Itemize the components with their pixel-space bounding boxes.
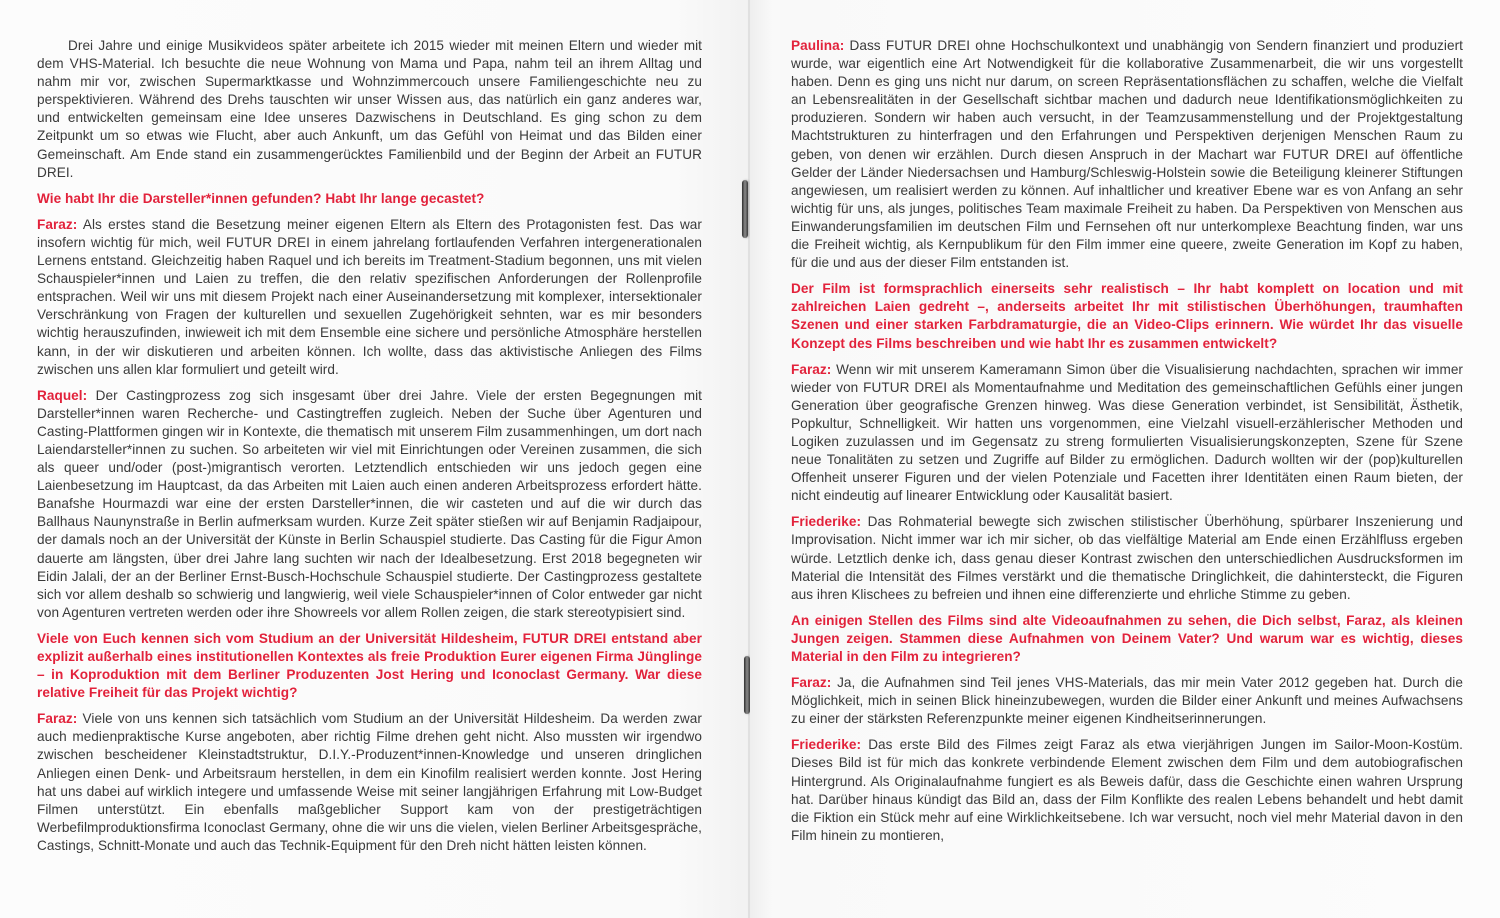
question: Wie habt Ihr die Darsteller*innen gefunden? Habt Ihr lange gecastet? — [37, 190, 485, 206]
speaker-label: Faraz: — [37, 216, 78, 232]
right-column — [791, 37, 1463, 853]
answer — [37, 387, 702, 622]
answer — [791, 361, 1463, 506]
answer — [37, 710, 702, 855]
right-page — [750, 0, 1500, 918]
answer — [791, 37, 1463, 272]
speaker-label: Faraz: — [37, 711, 78, 727]
speaker-label: Faraz: — [791, 675, 832, 691]
answer — [37, 216, 702, 379]
question: Viele von Euch kennen sich vom Studium an der Universität Hildesheim, FUTUR DREI entstand aber explizit außerhalb eines institutionellen Kontextes als freie Produktion Eurer eigenen Firma Jünglinge – in Koproduktion mit dem Berliner Produzenten Jost Hering und Iconoclast Germany. War diese relative Freiheit für das Projekt wichtig? — [37, 630, 702, 701]
speaker-label: Faraz: — [791, 361, 832, 377]
question: Der Film ist formsprachlich einerseits sehr realistisch – Ihr habt komplett on location und mit zahlreichen Laien gedreht –, anderseits arbeitet Ihr mit stilistischen Überhöhungen, traumhaften Szenen und einer starken Farbdramaturgie, die an Video-Clips erinnern. Wie würdet Ihr das visuelle Konzept des Films beschreiben und wie habt Ihr es zusammen entwickelt? — [791, 281, 1463, 351]
answer-text: Wenn wir mit unserem Kameramann Simon über die Visualisierung nachdachten, sprachen wir immer wieder von FUTUR DREI als Momentaufnahme und Meditation des gemeinschaftlichen Gefühls einer jungen Generation über geografische Grenzen hinweg. Was diese Generation verbindet, ist Sensibilität, Ästhetik, Popkultur, Schnelligkeit. Wir hatten uns vorgenommen, eine Vielzahl visuell-erzählerischer Methoden und Logiken zuzulassen und im Gegensatz zu streng formulierten Visualisierungskonzepten, Szene für Szene neue Tonalitäten zu setzen und Zugriffe auf Bilder zu ermöglichen. Dadurch wollten wir der (pop)kulturellen Offenheit unserer Figuren und der vielen Potenziale und Facetten ihrer Identitäten einen Raum bieten, der nicht eindeutig auf linearer Entwicklung oder Kausalität basiert. — [791, 361, 1463, 504]
speaker-label: Friederike: — [791, 737, 862, 753]
speaker-label: Friederike: — [791, 514, 862, 530]
answer — [791, 513, 1463, 603]
answer-text: Das erste Bild des Filmes zeigt Faraz als etwa vierjährigen Jungen im Sailor-Moon-Kostüm. Dieses Bild ist für mich das konkrete verbindende Element zwischen dem Film und dem autobiografischen Hintergrund. Als Originalaufnahme fungiert es als Beweis dafür, dass die Geschichte einen wahren Ursprung hat. Darüber hinaus kündigt das Bild an, dass der Film Konflikte des realen Lebens behandelt und hebt damit die Fiktion ein Stück mehr auf eine Wirklichkeitsebene. Ich war versucht, noch viel mehr Material davon in den Film hinein zu montieren, — [791, 737, 1463, 843]
answer-text: Als erstes stand die Besetzung meiner eigenen Eltern als Eltern des Protagonisten fest. Das war insofern wichtig für mich, weil FUTUR DREI in einem jahrelang fortlaufenden Verfahren intergenerationalen Lernens entstand. Gleichzeitig haben Raquel und ich bereits im Treatment-Stadium begonnen, uns mit vielen Schauspieler*innen und Laien zu treffen, die den relativ spezifischen Anforderungen der Rollenprofile entsprachen. Weil wir uns mit diesem Projekt nach einer Auseinandersetzung mit komplexer, intersektionaler Verschränkung von Fragen der kulturellen und sexuellen Zugehörigkeit sehnten, war es mir besonders wichtig herauszufinden, inwieweit ich mit dem Ensemble eine sichere und persönliche Atmosphäre herstellen kann, in der wir diskutieren und arbeiten können. Ich wollte, dass das aktivistische Anliegen des Films zwischen uns allen klar formuliert und geteilt wird. — [37, 216, 702, 377]
question: An einigen Stellen des Films sind alte Videoaufnahmen zu sehen, die Dich selbst, Faraz, als kleinen Jungen zeigen. Stammen diese Aufnahmen von Deinem Vater? Und warum war es wichtig, dieses Material in den Film zu integrieren? — [791, 612, 1463, 664]
speaker-label: Raquel: — [37, 387, 88, 403]
answer-text: Viele von uns kennen sich tatsächlich vom Studium an der Universität Hildesheim. Da werden zwar auch medienpraktische Kurse angeboten, aber richtig Filme drehen geht nicht. Also mussten wir irgendwo zwischen bescheidener Kleinstadtstruktur, D.I.Y.-Produzent*innen-Knowledge und unseren dringlichen Anliegen einen Denk- und Arbeitsraum herstellen, in dem ein Kinofilm realisiert werden konnte. Jost Hering hat uns dabei auf wirklich integere und umfassende Weise mit seiner langjährigen Erfahrung mit Low-Budget Filmen unterstützt. Ein ebenfalls maßgeblicher Support kam von der prestigeträchtigen Werbefilmproduktionsfirma Iconoclast Germany, ohne die wir uns die vielen, vielen Berliner Arbeitsgespräche, Castings, Schnitt-Monate und auch das Technik-Equipment für den Dreh nicht hätten leisten können. — [37, 711, 702, 853]
answer — [791, 736, 1463, 845]
speaker-label: Paulina: — [791, 38, 845, 53]
intro-paragraph: Drei Jahre und einige Musikvideos später arbeitete ich 2015 wieder mit meinen Eltern und wieder mit dem VHS-Material. Ich besuchte die neue Wohnung von Mama und Papa, nahm teil an ihrem Alltag und nahm mir vor, zwischen Supermarktkasse und Wohnzimmercouch unsere Familiengeschichte neu zu perspektivieren. Während des Drehs tauschten wir unser Wissen aus, das natürlich ein ganz anderes war, und entwickelten gemeinsam eine Idee unseres Dazwischens in Deutschland. Es ging schon zu dem Zeitpunkt um so etwas wie Flucht, aber auch Ankunft, um das Gefühl von Heimat und das Bilden einer Gemeinschaft. Am Ende stand ein zusammengerücktes Familienbild und der Beginn der Arbeit an FUTUR DREI. — [37, 38, 702, 180]
left-column — [37, 37, 702, 863]
answer-text: Dass FUTUR DREI ohne Hochschulkontext und unabhängig von Sendern finanziert und produziert wurde, war eigentlich eine Art Notwendigkeit für die kollaborative Zusammenarbeit, die wir uns vorgestellt haben. Denn es ging uns nicht nur darum, on screen Repräsentationsflächen zu schaffen, welche die Vielfalt an Lebensrealitäten in der Gesellschaft sichtbar machen und dadurch neue Identifikationsmöglichkeiten zu produzieren. Sondern wir haben auch versucht, in der Teamzusammenstellung und der Projektgestaltung Machtstrukturen zu hinterfragen und den Erfahrungen und Perspektiven derjenigen Menschen Raum zu geben, von denen wir erzählen. Durch diesen Anspruch in der Machart war FUTUR DREI auf öffentliche Gelder der Länder Niedersachsen und Hamburg/Schleswig-Holstein sowie die Beteiligung kleinerer Stiftungen angewiesen, um realisiert werden zu können. Auf inhaltlicher und kreativer Ebene war es von Anfang an sehr wichtig für uns, als junges, politisches Team maximale Freiheit zu haben. Da Perspektiven von Menschen aus Einwanderungsfamilien im deutschen Film und Fernsehen oft nur unterkomplexe Beachtung finden, war uns die Freiheit wichtig, als Kernpublikum für den Film immer eine queere, zweite Generation im Kopf zu haben, für die und aus der dieser Film entstanden ist. — [791, 38, 1463, 271]
answer — [791, 674, 1463, 728]
answer-text: Der Castingprozess zog sich insgesamt über drei Jahre. Viele der ersten Begegnungen mit Darsteller*innen waren Recherche- und Castingtreffen zugleich. Neben der Suche über Agenturen und Casting-Plattformen gingen wir in Kontexte, die thematisch mit unserem Film zusammenhingen, um dort nach Laiendarsteller*innen zu suchen. So arbeiteten wir viel mit Einrichtungen oder Vereinen zusammen, die sich als queer und/oder (post-)migrantisch verorten. Letztendlich entschieden wir uns jedoch gegen eine Laienbesetzung im Hauptcast, da das Arbeiten mit Laien auch einen anderen Arbeitsprozess erfordert hätte. Banafshe Hourmazdi war eine der ersten Darsteller*innen, die wir casteten und auf die wir durch das Ballhaus Naunynstraße in Berlin aufmerksam wurden. Kurze Zeit später stießen wir auf Benjamin Radjaipour, der damals noch an der Universität der Künste in Berlin Schauspiel studierte. Das Casting für die Figur Amon dauerte am längsten, über drei Jahre lang suchten wir nach der Idealbesetzung. Erst 2018 begegneten wir Eidin Jalali, der an der Berliner Ernst-Busch-Hochschule Schauspiel studierte. Der Castingprozess gestaltete sich vor allem deshalb so schwierig und langwierig, weil viele Schauspieler*innen of Color entweder gar nicht von Agenturen vertreten werden oder ihre Showreels vor allem Rollen zeigen, die stark stereotypisiert sind. — [37, 387, 702, 620]
answer-text: Das Rohmaterial bewegte sich zwischen stilistischer Überhöhung, spürbarer Inszenierung und Improvisation. Nicht immer war ich mir sicher, ob das vielfältige Material am Ende einen Erzählfluss ergeben würde. Letztlich denke ich, dass genau dieser Kontrast zwischen den unterschiedlichen Ausdrucksformen im Material die Intensität des Filmes verstärkt und die thematische Dringlichkeit, die dahintersteckt, die Figuren aus ihren Klischees zu befreien und ihnen eine differenzierte und ehrliche Stimme zu geben. — [791, 514, 1463, 602]
staple-icon — [742, 180, 748, 238]
answer-text: Ja, die Aufnahmen sind Teil jenes VHS-Materials, das mir mein Vater 2012 gegeben hat. Durch die Möglichkeit, mich in seinen Blick hineinzubewegen, wurden die Bilder einer Ankunft und meines Aufwachsens zu einer der stärksten Referenzpunkte meiner eigenen Kindheitserinnerungen. — [791, 675, 1463, 727]
